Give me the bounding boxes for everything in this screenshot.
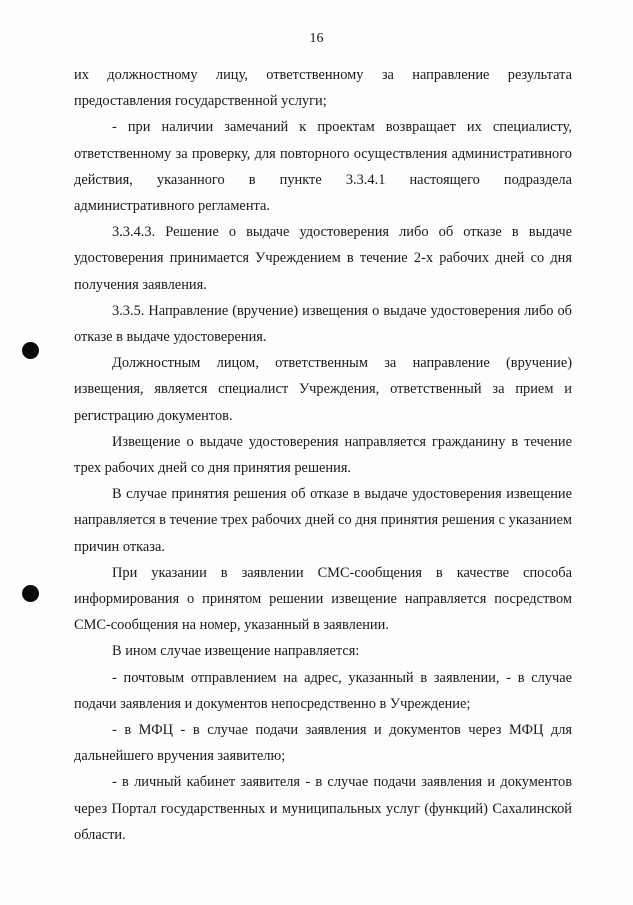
paragraph: Извещение о выдаче удостоверения направляется гражданину в течение трех рабочих дней со дня принятия решения.: [74, 433, 572, 477]
paragraph: 3.3.4.3. Решение о выдаче удостоверения либо об отказе в выдаче удостоверения принимается Учреждением в течение 2-х рабочих дней со дня получения заявления.: [74, 224, 572, 293]
paragraph: Должностным лицом, ответственным за направление (вручение) извещения, является специалист Учреждения, ответственный за прием и регистрацию документов.: [74, 355, 572, 424]
paragraph: их должностному лицу, ответственному за направление результата предоставления государственной услуги;: [74, 67, 572, 110]
paragraph: - в МФЦ - в случае подачи заявления и документов через МФЦ для дальнейшего вручения заявителю;: [74, 722, 572, 765]
punch-hole-mark: [22, 342, 39, 359]
page-number: 16: [309, 31, 324, 46]
paragraph: - в личный кабинет заявителя - в случае подачи заявления и документов через Портал государственных и муниципальных услуг (функций) Сахалинской области.: [74, 774, 572, 843]
paragraph: - при наличии замечаний к проектам возвращает их специалисту, ответственному за проверку, для повторного осуществления административного действия, указанного в пункте 3.3.4.1 настоящего подраздела административного регламента.: [74, 119, 572, 215]
paragraph: - почтовым отправлением на адрес, указанный в заявлении, - в случае подачи заявления и документов непосредственно в Учреждение;: [74, 669, 572, 712]
paragraph: При указании в заявлении СМС-сообщения в качестве способа информирования о принятом решении извещение направляется посредством СМС-сообщения на номер, указанный в заявлении.: [74, 564, 572, 634]
punch-hole-mark: [22, 585, 39, 602]
paragraph: В ином случае извещение направляется:: [112, 643, 360, 660]
document-body: [74, 62, 572, 848]
paragraph: 3.3.5. Направление (вручение) извещения о выдаче удостоверения либо об отказе в выдаче удостоверения.: [74, 302, 572, 346]
paragraph: В случае принятия решения об отказе в выдаче удостоверения извещение направляется в течение трех рабочих дней со дня принятия решения с указанием причин отказа.: [74, 486, 572, 555]
